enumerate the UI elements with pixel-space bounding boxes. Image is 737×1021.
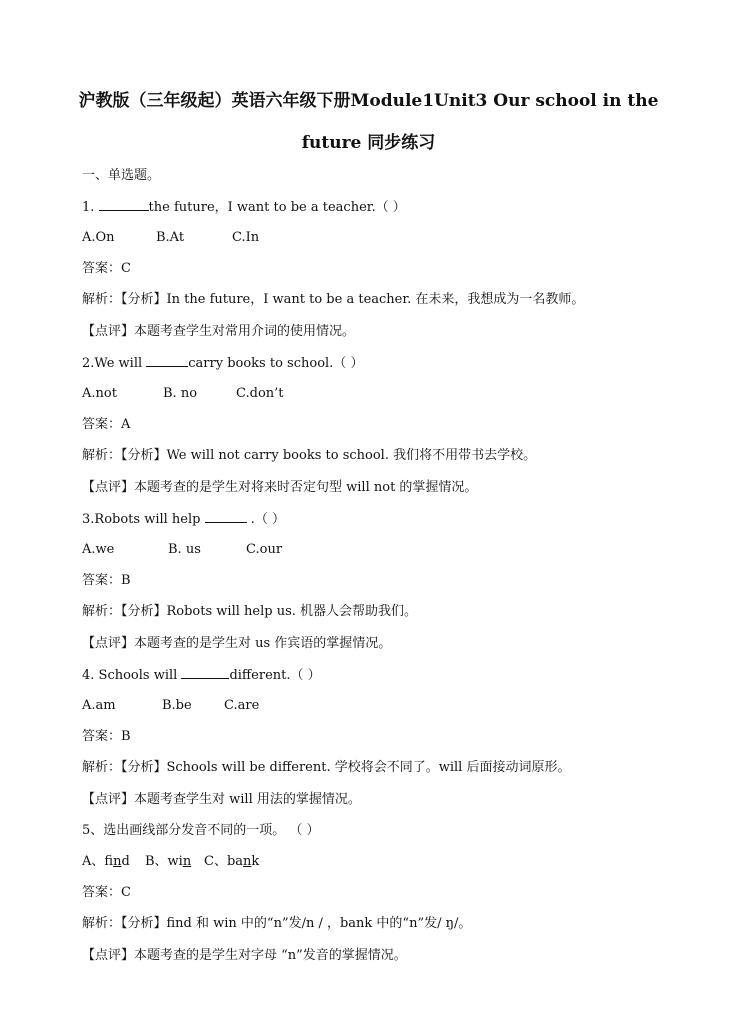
question-3-answer: 答案：B [82, 573, 131, 588]
question-5-option-a: A、find [82, 854, 130, 869]
question-5-stem: 5、选出画线部分发音不同的一项。 （ ） [82, 823, 320, 838]
question-2-comment: 【点评】本题考查的是学生对将来时否定句型 will not 的掌握情况。 [82, 480, 478, 495]
question-3-comment: 【点评】本题考查的是学生对 us 作宾语的掌握情况。 [82, 636, 392, 651]
question-2-option-c: C.don’t [236, 386, 284, 401]
question-2-answer: 答案：A [82, 417, 131, 432]
question-2-options [82, 385, 284, 403]
question-4-comment: 【点评】本题考查学生对 will 用法的掌握情况。 [82, 792, 361, 807]
question-4-answer: 答案：B [82, 729, 131, 744]
question-5-comment: 【点评】本题考查的是学生对字母 “n”发音的掌握情况。 [82, 948, 407, 963]
question-5-analysis: 解析：【分析】find 和 win 中的“n”发/n / ，bank 中的“n”发/ ŋ/。 [82, 916, 472, 931]
question-5-answer: 答案：C [82, 885, 131, 900]
question-5-option-b: B、win [145, 854, 192, 869]
question-1-option-b: B.At [156, 230, 185, 245]
question-3-stem-before: 3.Robots will help [82, 512, 205, 527]
underlined-letter: n [113, 854, 122, 869]
question-3-option-b: B. us [168, 542, 201, 557]
question-2-stem-before: 2.We will [82, 356, 147, 371]
question-4-stem-before: 4. Schools will [82, 668, 182, 683]
question-1-analysis: 解析：【分析】In the future，I want to be a teacher. 在未来，我想成为一名教师。 [82, 292, 585, 307]
question-4-option-b: B.be [162, 698, 192, 713]
question-4-stem-after: different.（ ） [229, 668, 321, 683]
answer-blank [146, 354, 188, 367]
question-1-option-c: C.In [232, 230, 260, 245]
question-3-options [82, 541, 282, 559]
question-2-analysis: 解析：【分析】We will not carry books to school. 我们将不用带书去学校。 [82, 448, 537, 463]
question-4-options [82, 697, 259, 715]
question-3-option-a: A.we [82, 542, 115, 557]
question-1-stem-after: the future，I want to be a teacher.（ ） [148, 200, 406, 215]
answer-blank [205, 510, 247, 523]
question-4-analysis: 解析：【分析】Schools will be different. 学校将会不同了。will 后面接动词原形。 [82, 760, 571, 775]
document-title-line-1: 沪教版（三年级起）英语六年级下册Module1Unit3 Our school in the [78, 91, 659, 111]
answer-blank [181, 666, 229, 679]
question-4-option-a: A.am [82, 698, 116, 713]
question-2-stem [82, 354, 363, 373]
question-3-stem [82, 510, 285, 529]
question-3-option-c: C.our [246, 542, 283, 557]
section-heading: 一、单选题。 [82, 168, 161, 183]
question-1-stem-before: 1. [82, 200, 99, 215]
question-2-option-b: B. no [163, 386, 198, 401]
question-5-option-c: C、bank [204, 854, 260, 869]
question-2-stem-after: carry books to school.（ ） [188, 356, 364, 371]
document-title-line-2: future 同步练习 [301, 133, 436, 153]
question-3-stem-after: .（ ） [246, 512, 286, 527]
question-4-option-c: C.are [224, 698, 260, 713]
question-1-option-a: A.On [82, 230, 115, 245]
question-3-analysis: 解析：【分析】Robots will help us. 机器人会帮助我们。 [82, 604, 418, 619]
underlined-letter: n [182, 854, 192, 869]
question-1-comment: 【点评】本题考查学生对常用介词的使用情况。 [82, 324, 356, 339]
answer-blank [99, 198, 149, 211]
question-2-option-a: A.not [82, 386, 117, 401]
underlined-letter: n [243, 854, 252, 869]
question-1-answer: 答案：C [82, 261, 131, 276]
question-1-options [82, 229, 259, 247]
question-4-stem [82, 666, 321, 685]
question-5-options [82, 853, 259, 871]
question-1-stem [82, 198, 406, 217]
